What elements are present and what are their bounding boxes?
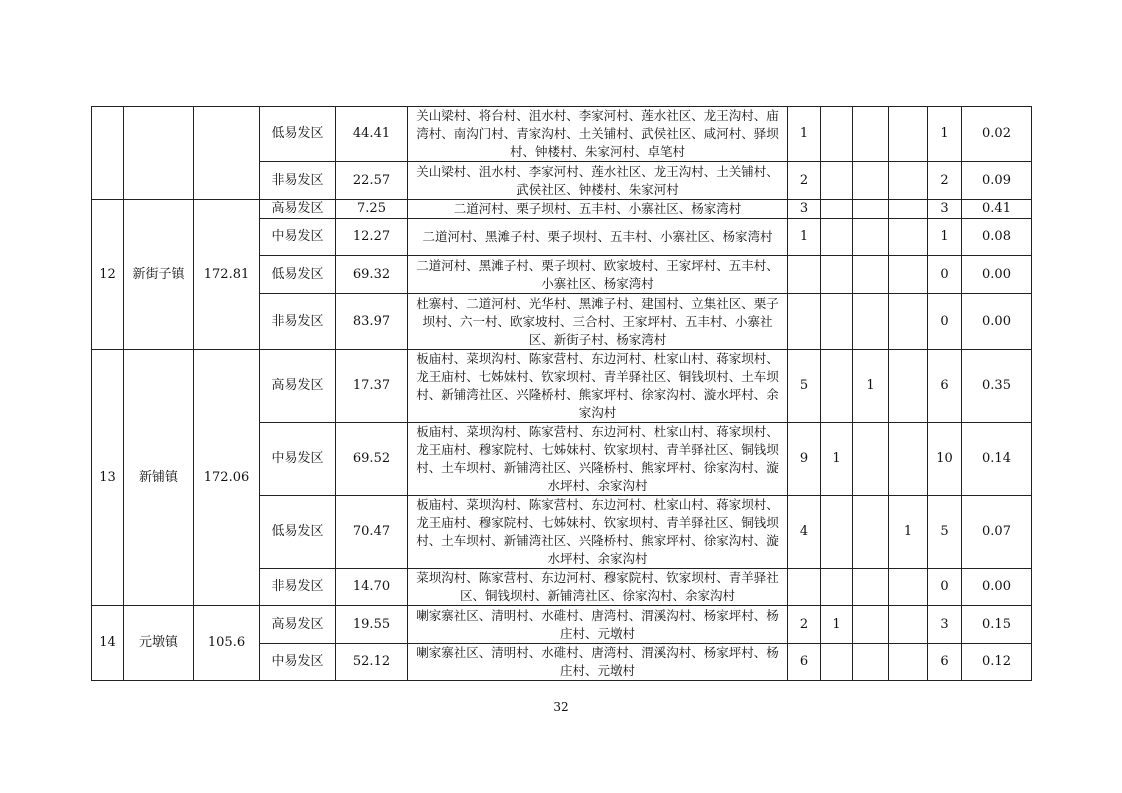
count-col-2	[821, 200, 853, 219]
susceptibility-level: 非易发区	[260, 162, 336, 200]
count-col-2	[821, 294, 853, 350]
count-col-4	[889, 200, 928, 219]
count-col-4	[889, 569, 928, 606]
density-ratio: 0.35	[962, 350, 1032, 423]
town-cell: 元墩镇	[124, 606, 194, 681]
count-total: 3	[928, 606, 962, 644]
count-col-3	[853, 107, 889, 162]
susceptibility-level: 高易发区	[260, 200, 336, 219]
count-col-3	[853, 569, 889, 606]
count-col-2	[821, 496, 853, 569]
count-col-2	[821, 644, 853, 681]
density-ratio: 0.09	[962, 162, 1032, 200]
density-ratio: 0.02	[962, 107, 1032, 162]
count-col-1: 6	[788, 644, 821, 681]
count-col-3	[853, 423, 889, 496]
count-col-4	[889, 644, 928, 681]
density-ratio: 0.15	[962, 606, 1032, 644]
count-col-4	[889, 107, 928, 162]
density-ratio: 0.08	[962, 219, 1032, 256]
village-list: 板庙村、菜坝沟村、陈家营村、东边河村、杜家山村、蒋家坝村、龙王庙村、七姊妹村、钦家坝村、青羊驿社区、铜钱坝村、土车坝村、新铺湾社区、兴隆桥村、熊家坪村、徐家沟村、漩水坪村、余家沟村	[408, 350, 788, 423]
susceptibility-level: 非易发区	[260, 294, 336, 350]
village-list: 关山梁村、将台村、沮水村、李家河村、莲水社区、龙王沟村、庙湾村、南沟门村、青家沟村、土关铺村、武侯社区、咸河村、驿坝村、钟楼村、朱家河村、卓笔村	[408, 107, 788, 162]
table-row	[92, 606, 1032, 644]
density-ratio: 0.41	[962, 200, 1032, 219]
count-col-2	[821, 107, 853, 162]
density-ratio: 0.14	[962, 423, 1032, 496]
count-total: 5	[928, 496, 962, 569]
zone-area: 22.57	[336, 162, 408, 200]
count-col-2	[821, 569, 853, 606]
page-number: 32	[553, 700, 569, 714]
susceptibility-level: 高易发区	[260, 606, 336, 644]
susceptibility-level: 非易发区	[260, 569, 336, 606]
town-cell	[124, 107, 194, 200]
susceptibility-level: 低易发区	[260, 107, 336, 162]
count-col-2	[821, 219, 853, 256]
count-col-4	[889, 256, 928, 294]
count-col-2	[821, 350, 853, 423]
count-total: 2	[928, 162, 962, 200]
zone-area: 12.27	[336, 219, 408, 256]
zone-area: 83.97	[336, 294, 408, 350]
count-col-4	[889, 162, 928, 200]
count-col-3: 1	[853, 350, 889, 423]
count-total: 10	[928, 423, 962, 496]
count-col-3	[853, 200, 889, 219]
town-area-cell: 105.6	[194, 606, 260, 681]
count-col-3	[853, 256, 889, 294]
count-col-1: 9	[788, 423, 821, 496]
susceptibility-level: 中易发区	[260, 219, 336, 256]
index-cell	[92, 107, 124, 200]
town-area-cell: 172.81	[194, 200, 260, 350]
count-col-1: 4	[788, 496, 821, 569]
susceptibility-level: 低易发区	[260, 496, 336, 569]
count-col-3	[853, 294, 889, 350]
town-cell: 新街子镇	[124, 200, 194, 350]
village-list: 二道河村、黑滩子村、栗子坝村、欧家坡村、王家坪村、五丰村、小寨社区、杨家湾村	[408, 256, 788, 294]
count-total: 6	[928, 350, 962, 423]
village-list: 板庙村、菜坝沟村、陈家营村、东边河村、杜家山村、蒋家坝村、龙王庙村、穆家院村、七姊妹村、钦家坝村、青羊驿社区、铜钱坝村、土车坝村、新铺湾社区、兴隆桥村、熊家坪村、徐家沟村、漩水坪村、余家沟村	[408, 423, 788, 496]
village-list: 喇家寨社区、清明村、水碓村、唐湾村、渭溪沟村、杨家坪村、杨庄村、元墩村	[408, 606, 788, 644]
count-col-1: 2	[788, 606, 821, 644]
density-ratio: 0.00	[962, 569, 1032, 606]
zoning-table	[91, 106, 1032, 681]
density-ratio: 0.00	[962, 294, 1032, 350]
village-list: 关山梁村、沮水村、李家河村、莲水社区、龙王沟村、土关铺村、武侯社区、钟楼村、朱家河村	[408, 162, 788, 200]
zone-area: 7.25	[336, 200, 408, 219]
density-ratio: 0.07	[962, 496, 1032, 569]
count-total: 6	[928, 644, 962, 681]
village-list: 杜寨村、二道河村、光华村、黑滩子村、建国村、立集社区、栗子坝村、六一村、欧家坡村、三合村、王家坪村、五丰村、小寨社区、新街子村、杨家湾村	[408, 294, 788, 350]
count-col-4	[889, 219, 928, 256]
zone-area: 44.41	[336, 107, 408, 162]
count-total: 1	[928, 219, 962, 256]
village-list: 板庙村、菜坝沟村、陈家营村、东边河村、杜家山村、蒋家坝村、龙王庙村、穆家院村、七姊妹村、钦家坝村、青羊驿社区、铜钱坝村、土车坝村、新铺湾社区、兴隆桥村、熊家坪村、徐家沟村、漩水坪村、余家沟村	[408, 496, 788, 569]
town-area-cell	[194, 107, 260, 200]
index-cell: 14	[92, 606, 124, 681]
table-row	[92, 200, 1032, 219]
village-list: 二道河村、栗子坝村、五丰村、小寨社区、杨家湾村	[408, 200, 788, 219]
zone-area: 69.32	[336, 256, 408, 294]
count-col-3	[853, 162, 889, 200]
count-col-2: 1	[821, 423, 853, 496]
village-list: 菜坝沟村、陈家营村、东边河村、穆家院村、钦家坝村、青羊驿社区、铜钱坝村、新铺湾社区、徐家沟村、余家沟村	[408, 569, 788, 606]
zone-area: 69.52	[336, 423, 408, 496]
count-col-1	[788, 256, 821, 294]
table-row	[92, 350, 1032, 423]
village-list: 喇家寨社区、清明村、水碓村、唐湾村、渭溪沟村、杨家坪村、杨庄村、元墩村	[408, 644, 788, 681]
count-col-4	[889, 294, 928, 350]
count-total: 3	[928, 200, 962, 219]
index-cell: 13	[92, 350, 124, 606]
count-col-1: 1	[788, 107, 821, 162]
density-ratio: 0.12	[962, 644, 1032, 681]
count-col-1: 1	[788, 219, 821, 256]
count-col-1: 5	[788, 350, 821, 423]
count-col-3	[853, 496, 889, 569]
count-total: 0	[928, 569, 962, 606]
zone-area: 52.12	[336, 644, 408, 681]
village-list: 二道河村、黑滩子村、栗子坝村、五丰村、小寨社区、杨家湾村	[408, 219, 788, 256]
count-col-4: 1	[889, 496, 928, 569]
count-total: 0	[928, 294, 962, 350]
count-col-1: 3	[788, 200, 821, 219]
count-col-2: 1	[821, 606, 853, 644]
count-col-4	[889, 606, 928, 644]
count-col-1: 2	[788, 162, 821, 200]
town-area-cell: 172.06	[194, 350, 260, 606]
count-col-3	[853, 606, 889, 644]
count-col-4	[889, 423, 928, 496]
count-col-2	[821, 162, 853, 200]
count-col-4	[889, 350, 928, 423]
susceptibility-level: 高易发区	[260, 350, 336, 423]
index-cell: 12	[92, 200, 124, 350]
susceptibility-level: 中易发区	[260, 644, 336, 681]
count-col-1	[788, 569, 821, 606]
zone-area: 14.70	[336, 569, 408, 606]
susceptibility-level: 中易发区	[260, 423, 336, 496]
count-col-2	[821, 256, 853, 294]
zone-area: 17.37	[336, 350, 408, 423]
count-total: 1	[928, 107, 962, 162]
table-row	[92, 107, 1032, 162]
count-col-1	[788, 294, 821, 350]
density-ratio: 0.00	[962, 256, 1032, 294]
zone-area: 19.55	[336, 606, 408, 644]
count-col-3	[853, 219, 889, 256]
susceptibility-level: 低易发区	[260, 256, 336, 294]
count-total: 0	[928, 256, 962, 294]
zone-area: 70.47	[336, 496, 408, 569]
count-col-3	[853, 644, 889, 681]
town-cell: 新铺镇	[124, 350, 194, 606]
